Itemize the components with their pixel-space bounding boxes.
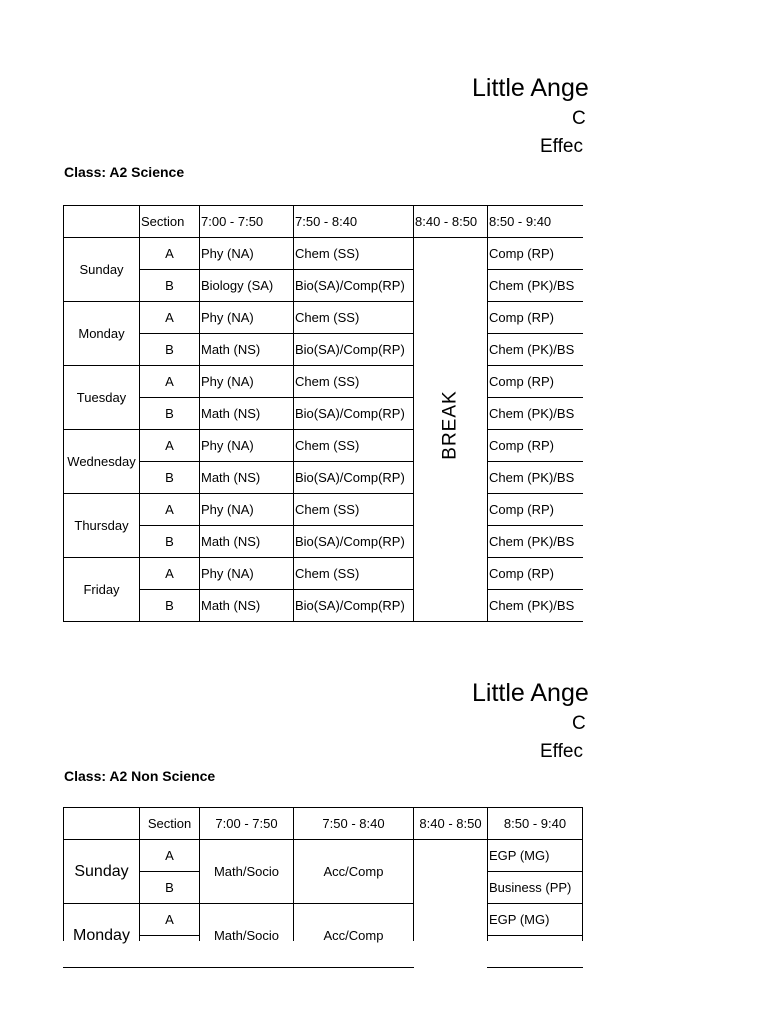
school-title: Little Ange	[472, 74, 589, 102]
header-period-2: 7:50 - 8:40	[322, 816, 385, 831]
period-cell: Chem (PK)/BS	[489, 598, 575, 613]
table-gridline	[139, 935, 200, 936]
period-cell: Bio(SA)/Comp(RP)	[295, 342, 405, 357]
day-label: Monday	[78, 326, 125, 341]
table-gridline	[487, 461, 583, 462]
period-cell: Phy (NA)	[201, 566, 254, 581]
table-gridline	[63, 621, 583, 622]
header-blank	[64, 808, 139, 839]
table-gridline	[582, 807, 583, 941]
period-cell: Bio(SA)/Comp(RP)	[295, 470, 405, 485]
table-gridline	[293, 807, 294, 941]
period-cell: Chem (PK)/BS	[489, 342, 575, 357]
period-cell: Math (NS)	[201, 470, 261, 485]
table-gridline	[63, 205, 583, 206]
header-section: Section	[147, 816, 192, 831]
table-gridline	[139, 461, 414, 462]
period-cell: Phy (NA)	[201, 374, 254, 389]
period-cell: Math (NS)	[201, 534, 261, 549]
class-label: Class: A2 Science	[64, 164, 185, 180]
period-cell: Chem (PK)/BS	[489, 278, 575, 293]
period-cell: Bio(SA)/Comp(RP)	[295, 534, 405, 549]
period-cell: Chem (SS)	[295, 310, 360, 325]
period-cell: Chem (SS)	[295, 502, 360, 517]
period-cell: Comp (RP)	[489, 374, 555, 389]
period-cell: Comp (RP)	[489, 438, 555, 453]
period-cell: Math (NS)	[201, 342, 261, 357]
period-cell: Chem (PK)/BS	[489, 406, 575, 421]
class-routine-heading: C	[572, 108, 586, 129]
table-gridline	[139, 589, 414, 590]
period-cell: Chem (SS)	[295, 566, 360, 581]
table-gridline	[487, 589, 583, 590]
section-cell: A	[165, 566, 174, 581]
day-label: Wednesday	[67, 454, 136, 469]
table-gridline	[487, 807, 488, 941]
table-gridline	[199, 205, 200, 622]
header-section: Section	[141, 214, 185, 229]
table-gridline	[487, 525, 583, 526]
table-gridline	[139, 871, 200, 872]
period-cell: Phy (NA)	[201, 438, 254, 453]
section-cell: A	[165, 374, 174, 389]
table-gridline	[487, 967, 583, 968]
effective-date-heading-2: Effec	[540, 741, 583, 762]
period-cell: Bio(SA)/Comp(RP)	[295, 598, 405, 613]
table-gridline	[487, 269, 583, 270]
period-cell: Acc/Comp	[323, 928, 384, 943]
section-cell: A	[165, 438, 174, 453]
section-cell: B	[165, 470, 174, 485]
table-gridline	[487, 205, 488, 622]
school-title-2: Little Ange	[472, 679, 589, 707]
section-cell: B	[165, 534, 174, 549]
header-period-3: 8:50 - 9:40	[489, 214, 552, 229]
effective-date-heading: Effec	[540, 136, 583, 157]
period-cell: Phy (NA)	[201, 310, 254, 325]
day-label: Sunday	[79, 262, 124, 277]
period-cell: Comp (RP)	[489, 566, 555, 581]
period-cell: Math (NS)	[201, 598, 261, 613]
table-gridline	[413, 205, 414, 622]
table-gridline	[139, 397, 414, 398]
header-break: 8:40 - 8:50	[415, 214, 478, 229]
header-blank	[64, 206, 139, 237]
period-cell: Chem (SS)	[295, 246, 360, 261]
period-cell: EGP (MG)	[489, 848, 550, 863]
table-gridline	[487, 397, 583, 398]
section-cell: B	[165, 598, 174, 613]
period-cell: Business (PP)	[489, 880, 572, 895]
header-period-3: 8:50 - 9:40	[503, 816, 567, 831]
header-period-1: 7:00 - 7:50	[215, 816, 278, 831]
day-label: Thursday	[74, 518, 129, 533]
period-cell: Chem (SS)	[295, 374, 360, 389]
day-label: Monday	[73, 926, 130, 944]
section-cell: A	[165, 848, 174, 863]
table-gridline	[413, 807, 414, 941]
section-cell: B	[165, 278, 174, 293]
section-cell: A	[165, 502, 174, 517]
period-cell: EGP (MG)	[489, 912, 550, 927]
period-cell: Math (NS)	[201, 406, 261, 421]
table-gridline	[139, 269, 414, 270]
table-gridline	[487, 871, 583, 872]
section-cell: A	[165, 310, 174, 325]
table-gridline	[139, 333, 414, 334]
day-label: Friday	[83, 582, 120, 597]
table-gridline	[63, 807, 64, 941]
period-cell: Comp (RP)	[489, 246, 555, 261]
class-routine-heading-2: C	[572, 713, 586, 734]
period-cell: Chem (PK)/BS	[489, 470, 575, 485]
section-cell: A	[165, 912, 174, 927]
section-cell: B	[165, 342, 174, 357]
table-gridline	[63, 807, 583, 808]
header-period-1: 7:00 - 7:50	[201, 214, 264, 229]
section-cell: B	[165, 880, 174, 895]
break-label: BREAK	[439, 390, 461, 460]
period-cell: Acc/Comp	[323, 864, 384, 879]
period-cell: Bio(SA)/Comp(RP)	[295, 406, 405, 421]
class-label-2: Class: A2 Non Science	[64, 768, 216, 784]
period-cell: Bio(SA)/Comp(RP)	[295, 278, 405, 293]
table-gridline	[293, 205, 294, 622]
day-label: Tuesday	[76, 390, 127, 405]
table-gridline	[199, 807, 200, 941]
day-label: Sunday	[74, 862, 129, 880]
table-gridline	[139, 807, 140, 941]
period-cell: Comp (RP)	[489, 502, 555, 517]
period-cell: Phy (NA)	[201, 246, 254, 261]
period-cell: Math/Socio	[213, 864, 280, 879]
period-cell: Comp (RP)	[489, 310, 555, 325]
section-cell: A	[165, 246, 174, 261]
table-gridline	[487, 935, 583, 936]
section-cell: B	[165, 406, 174, 421]
period-cell: Phy (NA)	[201, 502, 254, 517]
table-gridline	[487, 333, 583, 334]
header-break: 8:40 - 8:50	[419, 816, 482, 831]
header-period-2: 7:50 - 8:40	[295, 214, 358, 229]
period-cell: Chem (PK)/BS	[489, 534, 575, 549]
table-gridline	[63, 967, 414, 968]
table-gridline	[63, 205, 64, 622]
period-cell: Math/Socio	[213, 928, 280, 943]
period-cell: Biology (SA)	[201, 278, 274, 293]
period-cell: Chem (SS)	[295, 438, 360, 453]
table-gridline	[139, 205, 140, 622]
table-gridline	[139, 525, 414, 526]
